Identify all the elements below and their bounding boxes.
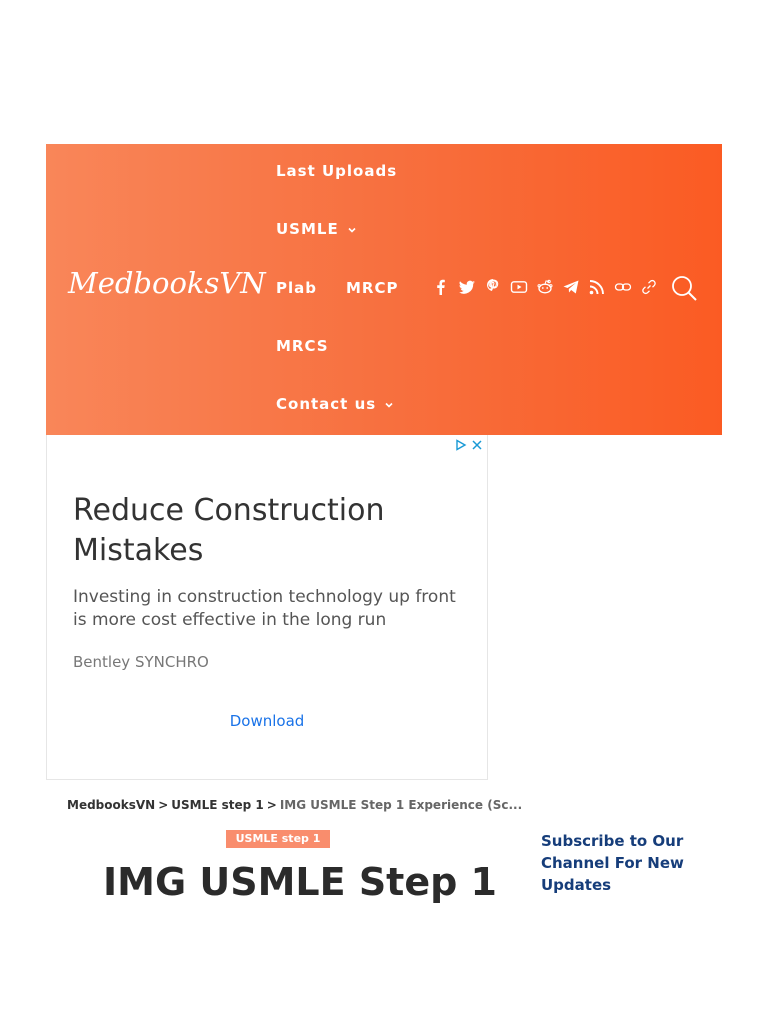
youtube-icon[interactable]: [510, 278, 528, 296]
subscribe-heading: Subscribe to Our Channel For New Updates: [541, 832, 684, 894]
search-icon[interactable]: [670, 274, 698, 302]
breadcrumb-separator: >: [266, 798, 277, 812]
ad-source: Bentley SYNCHRO: [73, 653, 209, 671]
ad-title[interactable]: Reduce Construction Mistakes: [73, 493, 385, 568]
nav-item-mrcp[interactable]: [346, 279, 398, 297]
breadcrumb: [67, 798, 523, 812]
nav-item-label: Contact us: [276, 395, 377, 413]
breadcrumb-category[interactable]: USMLE step 1: [171, 798, 264, 812]
reddit-icon[interactable]: [536, 278, 554, 296]
post-title: IMG USMLE Step 1: [103, 860, 497, 904]
nav-item-label: USMLE: [276, 220, 339, 238]
nav-item-label: MRCP: [346, 279, 399, 297]
chain-link-icon[interactable]: [640, 278, 658, 296]
breadcrumb-current: IMG USMLE Step 1 Experience (Sc...: [279, 798, 523, 812]
ad-body: Investing in construction technology up front is more cost effective in the long run: [73, 587, 456, 630]
nav-item-label: Plab: [276, 279, 317, 297]
breadcrumb-home[interactable]: MedbooksVN: [67, 798, 156, 812]
nav-item-usmle[interactable]: [276, 220, 357, 238]
ad-download-button[interactable]: Download: [229, 712, 305, 730]
ad-choices-icon[interactable]: [455, 439, 467, 451]
chevron-down-icon: [347, 225, 357, 235]
facebook-icon[interactable]: [432, 278, 450, 296]
nav-item-contact-us[interactable]: [276, 395, 394, 413]
social-links: [432, 278, 658, 296]
chevron-down-icon: [384, 400, 394, 410]
twitter-icon[interactable]: [458, 278, 476, 296]
nav-item-label: Last Uploads: [276, 162, 398, 180]
site-header: [46, 144, 722, 435]
close-icon[interactable]: [471, 439, 483, 451]
nav-item-plab[interactable]: [276, 279, 317, 297]
ad-controls: [455, 439, 483, 451]
nav-item-mrcs[interactable]: [276, 337, 329, 355]
pinterest-icon[interactable]: [484, 278, 502, 296]
link-icon[interactable]: [614, 278, 632, 296]
category-badge[interactable]: USMLE step 1: [226, 830, 330, 848]
nav-item-last-uploads[interactable]: [276, 162, 397, 180]
site-logo[interactable]: MedbooksVN: [68, 266, 266, 300]
nav-item-label: MRCS: [276, 337, 329, 355]
telegram-icon[interactable]: [562, 278, 580, 296]
breadcrumb-separator: >: [158, 798, 169, 812]
rss-icon[interactable]: [588, 278, 606, 296]
advertisement[interactable]: [46, 435, 488, 780]
